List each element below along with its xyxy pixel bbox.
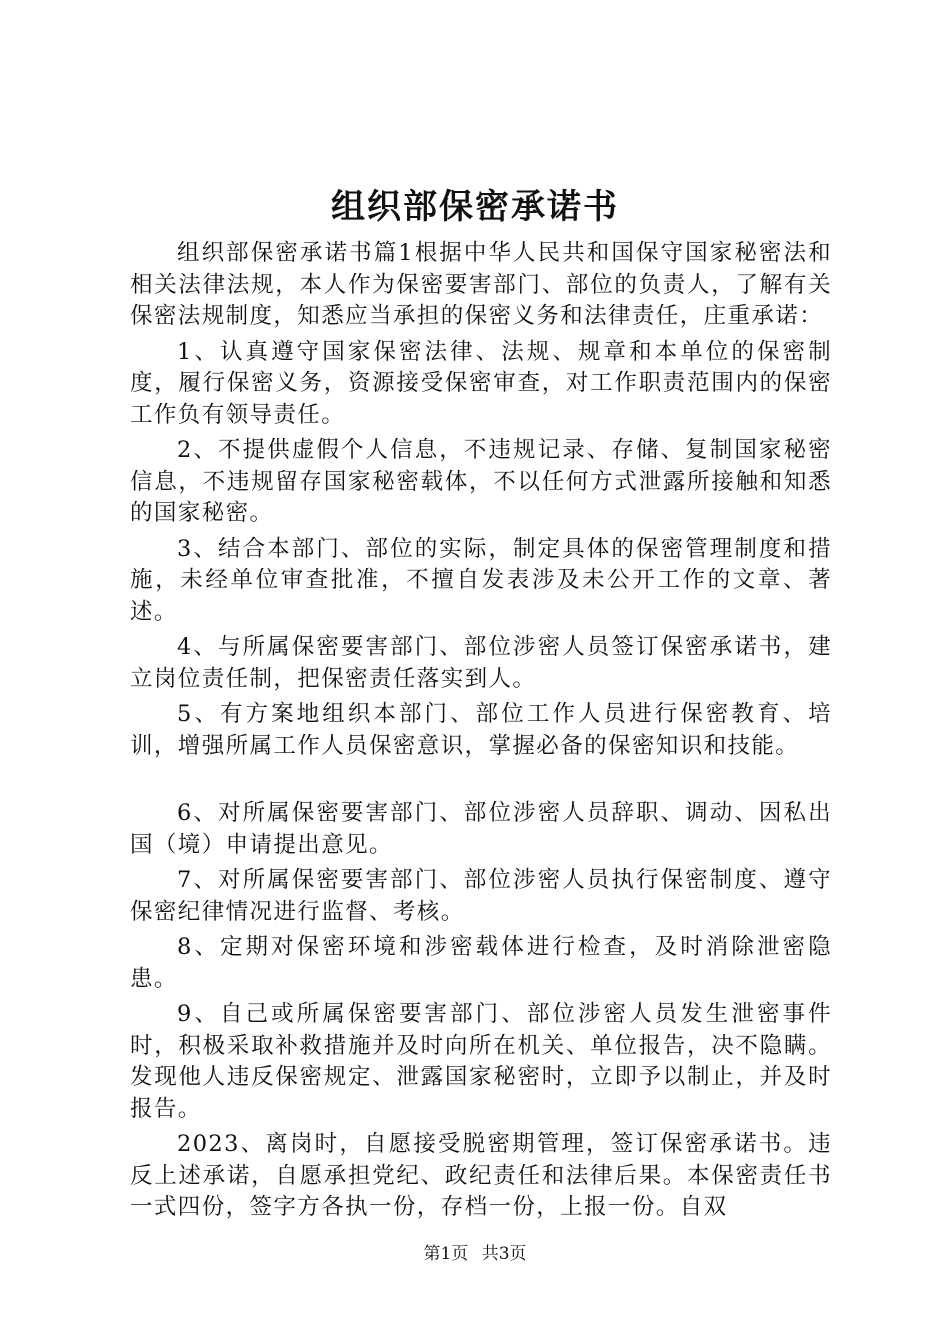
document-body xyxy=(130,238,832,1228)
paragraph-item-3: 3、结合本部门、部位的实际，制定具体的保密管理制度和措施，未经单位审查批准，不擅自发表涉及未公开工作的文章、著述。 xyxy=(130,535,832,625)
page-number: 第1页 xyxy=(423,1244,469,1264)
page-total: 共3页 xyxy=(481,1244,527,1264)
document-title: 组织部保密承诺书 xyxy=(331,187,619,227)
paragraph-item-8: 8、定期对保密环境和涉密载体进行检查，及时消除泄密隐患。 xyxy=(130,934,832,992)
paragraph-item-10: 2023、离岗时，自愿接受脱密期管理，签订保密承诺书。违反上述承诺，自愿承担党纪、政纪责任和法律后果。本保密责任书一式四份，签字方各执一份，存档一份，上报一份。自双 xyxy=(130,1131,832,1220)
paragraph-item-2: 2、不提供虚假个人信息，不违规记录、存储、复制国家秘密信息，不违规留存国家秘密载体，不以任何方式泄露所接触和知悉的国家秘密。 xyxy=(130,437,832,526)
paragraph-item-9: 9、自己或所属保密要害部门、部位涉密人员发生泄密事件时，积极采取补救措施并及时向所在机关、单位报告，决不隐瞒。发现他人违反保密规定、泄露国家秘密时，立即予以制止，并及时报告。 xyxy=(130,1001,832,1122)
page-footer xyxy=(0,1242,950,1266)
paragraph-item-6: 6、对所属保密要害部门、部位涉密人员辞职、调动、因私出国（境）申请提出意见。 xyxy=(130,800,832,858)
paragraph-intro: 组织部保密承诺书篇1根据中华人民共和国保守国家秘密法和相关法律法规，本人作为保密要害部门、部位的负责人，了解有关保密法规制度，知悉应当承担的保密义务和法律责任，庄重承诺： xyxy=(130,240,832,329)
paragraph-item-4: 4、与所属保密要害部门、部位涉密人员签订保密承诺书，建立岗位责任制，把保密责任落实到人。 xyxy=(130,634,832,692)
paragraph-item-1: 1、认真遵守国家保密法律、法规、规章和本单位的保密制度，履行保密义务，资源接受保密审查，对工作职责范围内的保密工作负有领导责任。 xyxy=(130,338,832,428)
paragraph-item-7: 7、对所属保密要害部门、部位涉密人员执行保密制度、遵守保密纪律情况进行监督、考核。 xyxy=(130,867,832,925)
paragraph-item-5: 5、有方案地组织本部门、部位工作人员进行保密教育、培训，增强所属工作人员保密意识，掌握必备的保密知识和技能。 xyxy=(130,701,832,759)
